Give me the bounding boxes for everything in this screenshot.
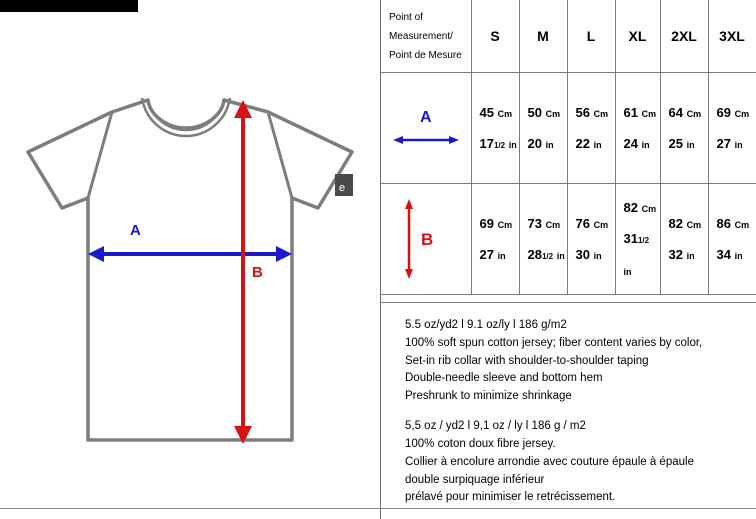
cell-a-3xl (708, 73, 756, 184)
a-2xl-cm: 64 (668, 104, 683, 120)
cell-a-2xl (660, 73, 708, 184)
b-3xl-cm-unit: Cm (734, 219, 750, 230)
a-l-cm-unit: Cm (593, 108, 609, 119)
notes-fr-line-1: 5,5 oz / yd2 l 9,1 oz / ly l 186 g / m2 (405, 420, 586, 433)
cell-a-s (471, 73, 519, 184)
size-header-2xl: 2XL (660, 0, 708, 73)
b-m-cm: 73 (527, 215, 542, 231)
measurement-a-cell (381, 73, 471, 184)
notes-fr-line-2: 100% coton doux fibre jersey. (405, 437, 556, 450)
a-2xl-cm-unit: Cm (686, 108, 702, 119)
notes-english (405, 317, 750, 406)
a-s-in: 17 (479, 136, 494, 151)
notes-fr-line-4: double surpiquage inférieur (405, 473, 545, 486)
table-row (381, 184, 756, 295)
a-s-cm-unit: Cm (497, 108, 513, 119)
b-s-in: 27 (479, 247, 494, 262)
notes-fr-line-5: prélavé pour minimiser le retrécissement. (405, 491, 616, 504)
cell-b-m (519, 184, 567, 295)
a-m-in-unit: in (545, 140, 554, 150)
b-2xl-cm-unit: Cm (686, 219, 702, 230)
a-m-in: 20 (527, 136, 542, 151)
measurement-a-letter: A (419, 109, 432, 126)
b-2xl-cm: 82 (668, 215, 683, 231)
b-2xl-in-unit: in (686, 251, 695, 261)
cell-a-xl (615, 73, 660, 184)
cell-a-m (519, 73, 567, 184)
illustration-label-a: A (130, 222, 141, 239)
notes-en-line-5: Preshrunk to minimize shrinkage (405, 390, 572, 403)
b-3xl-cm: 86 (716, 215, 731, 231)
b-l-in: 30 (575, 247, 590, 262)
size-header-s: S (471, 0, 519, 73)
cell-b-xl (615, 184, 660, 295)
size-header-3xl: 3XL (708, 0, 756, 73)
b-l-cm: 76 (575, 215, 590, 231)
shirt-body-outline (28, 100, 352, 440)
a-m-cm: 50 (527, 104, 542, 120)
b-m-in-unit: in (556, 251, 565, 261)
size-header-l: L (567, 0, 615, 73)
a-xl-in: 24 (623, 136, 638, 151)
a-s-cm: 45 (479, 104, 494, 120)
tshirt-svg (0, 12, 380, 512)
size-header-m: M (519, 0, 567, 73)
notes-en-line-3: Set-in rib collar with shoulder-to-shoulder taping (405, 354, 649, 367)
measurement-b-cell (381, 184, 471, 295)
b-xl-cm-unit: Cm (641, 204, 657, 215)
b-3xl-in-unit: in (734, 251, 743, 261)
cell-b-l (567, 184, 615, 295)
product-notes (381, 302, 756, 507)
a-xl-in-unit: in (641, 140, 650, 150)
measurement-a-icon (391, 133, 461, 147)
b-m-in: 28 (527, 247, 542, 262)
b-xl-in: 31 (623, 231, 638, 247)
notes-en-line-2: 100% soft spun cotton jersey; fiber content varies by color, (405, 336, 703, 349)
illustration-label-b: B (252, 264, 263, 281)
table-header-row (381, 0, 756, 73)
cell-b-3xl (708, 184, 756, 295)
a-3xl-in: 27 (716, 136, 731, 151)
a-l-in: 22 (575, 136, 590, 151)
measurement-b-letter: B (420, 230, 434, 249)
b-xl-in-frac: 1/2 (637, 236, 650, 246)
point-of-measurement-header (381, 0, 471, 73)
a-xl-cm: 61 (623, 104, 638, 120)
a-3xl-cm-unit: Cm (734, 108, 750, 119)
notes-en-line-4: Double-needle sleeve and bottom hem (405, 372, 603, 385)
notes-fr-line-3: Collier à encolure arrondie avec couture épaule à épaule (405, 455, 694, 468)
tshirt-illustration (0, 12, 380, 512)
pom-line-3: Point de Mesure (389, 49, 462, 61)
cell-b-s (471, 184, 519, 295)
b-3xl-in: 34 (716, 247, 731, 262)
cell-a-l (567, 73, 615, 184)
b-m-in-frac: 1/2 (541, 252, 554, 261)
bottom-divider (0, 508, 756, 509)
size-header-xl: XL (615, 0, 660, 73)
a-2xl-in: 25 (668, 136, 683, 151)
size-table-wrapper (381, 0, 756, 300)
notes-french (405, 418, 750, 507)
b-s-cm-unit: Cm (497, 219, 513, 230)
table-row (381, 73, 756, 184)
b-xl-cm: 82 (623, 200, 638, 216)
a-xl-cm-unit: Cm (641, 108, 657, 119)
b-s-cm: 69 (479, 215, 494, 231)
a-s-in-unit: in (508, 140, 517, 150)
size-table (381, 0, 756, 295)
b-m-cm-unit: Cm (545, 219, 561, 230)
pom-line-2: Measurement/ (389, 30, 453, 42)
a-2xl-in-unit: in (686, 140, 695, 150)
a-3xl-cm: 69 (716, 104, 731, 120)
b-s-in-unit: in (497, 251, 506, 261)
b-l-in-unit: in (593, 251, 602, 261)
pom-line-1: Point of (389, 11, 423, 23)
measurement-b-icon (391, 197, 461, 281)
a-l-in-unit: in (593, 140, 602, 150)
cell-b-2xl (660, 184, 708, 295)
notes-en-line-1: 5.5 oz/yd2 l 9.1 oz/ly l 186 g/m2 (405, 319, 567, 331)
a-m-cm-unit: Cm (545, 108, 561, 119)
b-l-cm-unit: Cm (593, 219, 609, 230)
top-black-bar (0, 0, 138, 12)
a-3xl-in-unit: in (734, 140, 743, 150)
sleeve-tag-glyph: e (339, 182, 346, 194)
a-l-cm: 56 (575, 104, 590, 120)
a-s-in-frac: 1/2 (493, 141, 506, 150)
b-2xl-in: 32 (668, 247, 683, 262)
b-xl-in-unit: in (623, 266, 632, 277)
